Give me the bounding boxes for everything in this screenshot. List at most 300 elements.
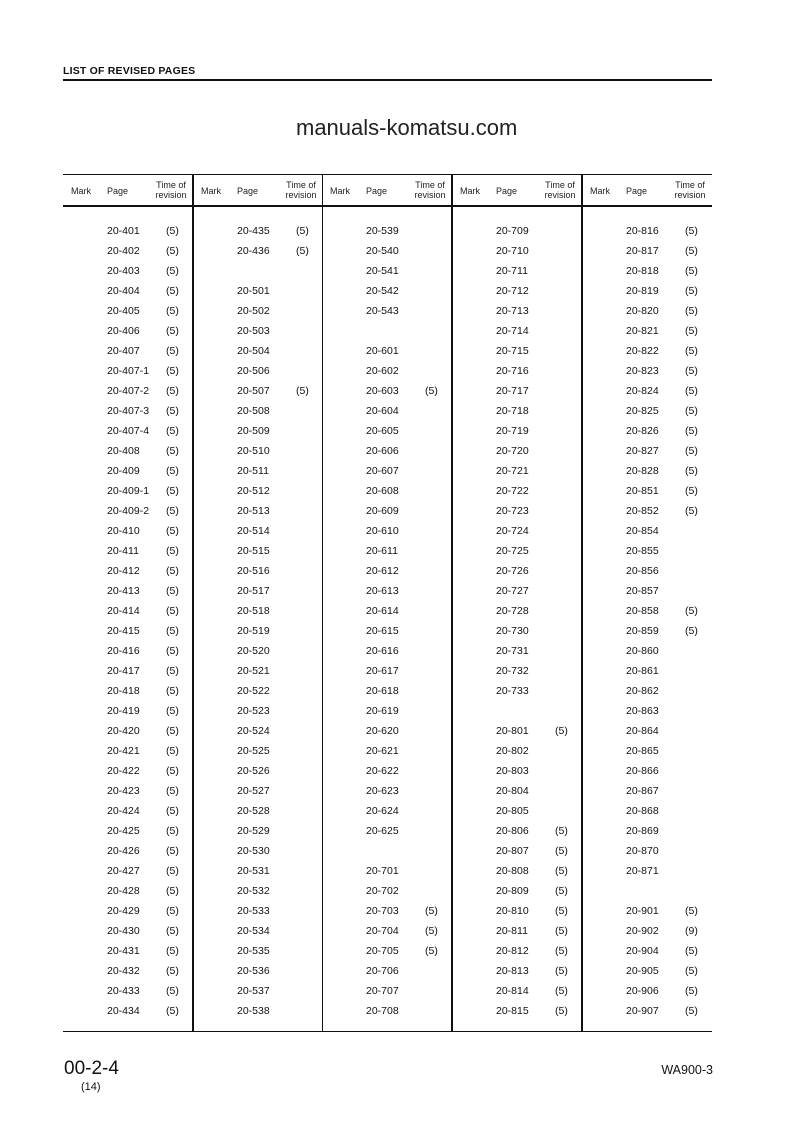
header-rev-line2: revision bbox=[414, 190, 446, 200]
page-cell: 20-726 bbox=[496, 565, 529, 577]
revision-cell: (5) bbox=[296, 225, 309, 237]
page-cell: 20-866 bbox=[626, 765, 659, 777]
revision-cell: (5) bbox=[166, 365, 179, 377]
revision-cell: (5) bbox=[555, 985, 568, 997]
page-cell: 20-519 bbox=[237, 625, 270, 637]
page-cell: 20-610 bbox=[366, 525, 399, 537]
page-cell: 20-611 bbox=[366, 545, 398, 557]
page-cell: 20-728 bbox=[496, 605, 529, 617]
revision-cell: (5) bbox=[685, 305, 698, 317]
page-cell: 20-419 bbox=[107, 705, 140, 717]
page-cell: 20-819 bbox=[626, 285, 659, 297]
revision-cell: (5) bbox=[166, 445, 179, 457]
page-cell: 20-501 bbox=[237, 285, 270, 297]
page-cell: 20-717 bbox=[496, 385, 529, 397]
page-cell: 20-865 bbox=[626, 745, 659, 757]
page-cell: 20-620 bbox=[366, 725, 399, 737]
page-cell: 20-535 bbox=[237, 945, 270, 957]
page-cell: 20-821 bbox=[626, 325, 659, 337]
page-cell: 20-429 bbox=[107, 905, 140, 917]
page-cell: 20-828 bbox=[626, 465, 659, 477]
page-cell: 20-504 bbox=[237, 345, 270, 357]
page-cell: 20-811 bbox=[496, 925, 528, 937]
revision-cell: (5) bbox=[166, 925, 179, 937]
page-cell: 20-852 bbox=[626, 505, 659, 517]
page-cell: 20-623 bbox=[366, 785, 399, 797]
page-cell: 20-711 bbox=[496, 265, 528, 277]
revision-cell: (5) bbox=[166, 245, 179, 257]
page-cell: 20-732 bbox=[496, 665, 529, 677]
page-cell: 20-905 bbox=[626, 965, 659, 977]
header-page: Page bbox=[496, 186, 518, 196]
header-rev-line2: revision bbox=[674, 190, 706, 200]
page-cell: 20-522 bbox=[237, 685, 270, 697]
page-cell: 20-516 bbox=[237, 565, 270, 577]
revision-cell: (5) bbox=[296, 245, 309, 257]
revision-cell: (5) bbox=[685, 945, 698, 957]
page-cell: 20-507 bbox=[237, 385, 270, 397]
page-cell: 20-864 bbox=[626, 725, 659, 737]
revision-cell: (5) bbox=[166, 225, 179, 237]
page-cell: 20-530 bbox=[237, 845, 270, 857]
page-cell: 20-521 bbox=[237, 665, 270, 677]
page-cell: 20-607 bbox=[366, 465, 399, 477]
page-cell: 20-411 bbox=[107, 545, 139, 557]
page-cell: 20-812 bbox=[496, 945, 529, 957]
page-cell: 20-802 bbox=[496, 745, 529, 757]
page-cell: 20-511 bbox=[237, 465, 269, 477]
page-cell: 20-416 bbox=[107, 645, 140, 657]
page-cell: 20-520 bbox=[237, 645, 270, 657]
revision-cell: (5) bbox=[166, 865, 179, 877]
page-cell: 20-820 bbox=[626, 305, 659, 317]
page-cell: 20-513 bbox=[237, 505, 270, 517]
page-cell: 20-401 bbox=[107, 225, 140, 237]
column-group bbox=[452, 175, 582, 1031]
title-rule bbox=[63, 79, 712, 81]
page-cell: 20-867 bbox=[626, 785, 659, 797]
page-cell: 20-415 bbox=[107, 625, 140, 637]
page-cell: 20-715 bbox=[496, 345, 529, 357]
column-group bbox=[63, 175, 193, 1031]
page-cell: 20-510 bbox=[237, 445, 270, 457]
page-cell: 20-625 bbox=[366, 825, 399, 837]
revision-cell: (5) bbox=[166, 745, 179, 757]
column-group bbox=[582, 175, 712, 1031]
page-cell: 20-709 bbox=[496, 225, 529, 237]
page-cell: 20-539 bbox=[366, 225, 399, 237]
revision-cell: (5) bbox=[685, 605, 698, 617]
revision-cell: (5) bbox=[685, 965, 698, 977]
revision-cell: (5) bbox=[166, 905, 179, 917]
page-cell: 20-503 bbox=[237, 325, 270, 337]
page-cell: 20-730 bbox=[496, 625, 529, 637]
page-cell: 20-514 bbox=[237, 525, 270, 537]
revision-cell: (5) bbox=[166, 385, 179, 397]
revision-cell: (5) bbox=[685, 505, 698, 517]
revision-cell: (5) bbox=[166, 325, 179, 337]
page-cell: 20-851 bbox=[626, 485, 659, 497]
revision-cell: (5) bbox=[685, 485, 698, 497]
page-cell: 20-824 bbox=[626, 385, 659, 397]
header-rev-line1: Time of bbox=[675, 180, 705, 190]
footer-revision: (14) bbox=[81, 1081, 101, 1093]
page-cell: 20-805 bbox=[496, 805, 529, 817]
revision-cell: (5) bbox=[555, 945, 568, 957]
page-cell: 20-502 bbox=[237, 305, 270, 317]
page-cell: 20-708 bbox=[366, 1005, 399, 1017]
revision-cell: (5) bbox=[166, 725, 179, 737]
page-cell: 20-713 bbox=[496, 305, 529, 317]
revision-cell: (5) bbox=[166, 765, 179, 777]
page-cell: 20-901 bbox=[626, 905, 659, 917]
revision-cell: (5) bbox=[685, 365, 698, 377]
revision-cell: (5) bbox=[166, 985, 179, 997]
revision-cell: (5) bbox=[685, 425, 698, 437]
page-cell: 20-860 bbox=[626, 645, 659, 657]
page-cell: 20-508 bbox=[237, 405, 270, 417]
page-cell: 20-601 bbox=[366, 345, 399, 357]
page-cell: 20-527 bbox=[237, 785, 270, 797]
page-cell: 20-906 bbox=[626, 985, 659, 997]
page-cell: 20-703 bbox=[366, 905, 399, 917]
page-cell: 20-856 bbox=[626, 565, 659, 577]
page-cell: 20-619 bbox=[366, 705, 399, 717]
revision-cell: (5) bbox=[166, 785, 179, 797]
header-page: Page bbox=[107, 186, 129, 196]
column-group bbox=[193, 175, 323, 1031]
revision-cell: (5) bbox=[425, 385, 438, 397]
page-cell: 20-723 bbox=[496, 505, 529, 517]
page-cell: 20-407-2 bbox=[107, 385, 150, 397]
page-cell: 20-408 bbox=[107, 445, 140, 457]
page-cell: 20-816 bbox=[626, 225, 659, 237]
page-cell: 20-407 bbox=[107, 345, 140, 357]
page-cell: 20-859 bbox=[626, 625, 659, 637]
page-cell: 20-616 bbox=[366, 645, 399, 657]
revision-cell: (5) bbox=[166, 705, 179, 717]
page-cell: 20-420 bbox=[107, 725, 140, 737]
page-cell: 20-538 bbox=[237, 1005, 270, 1017]
page-cell: 20-618 bbox=[366, 685, 399, 697]
page-cell: 20-863 bbox=[626, 705, 659, 717]
page-cell: 20-412 bbox=[107, 565, 140, 577]
page-cell: 20-605 bbox=[366, 425, 399, 437]
page-cell: 20-806 bbox=[496, 825, 529, 837]
page-cell: 20-722 bbox=[496, 485, 529, 497]
page-cell: 20-822 bbox=[626, 345, 659, 357]
header-time-of-revision bbox=[279, 180, 323, 200]
page-cell: 20-543 bbox=[366, 305, 399, 317]
revised-pages-table bbox=[63, 174, 712, 1032]
revision-cell: (5) bbox=[166, 605, 179, 617]
column-group bbox=[322, 175, 452, 1031]
header-time-of-revision bbox=[668, 180, 712, 200]
page-cell: 20-857 bbox=[626, 585, 659, 597]
revision-cell: (5) bbox=[685, 325, 698, 337]
revision-cell: (5) bbox=[685, 225, 698, 237]
page-cell: 20-617 bbox=[366, 665, 399, 677]
page-cell: 20-707 bbox=[366, 985, 399, 997]
page-cell: 20-525 bbox=[237, 745, 270, 757]
revision-cell: (5) bbox=[425, 905, 438, 917]
page-cell: 20-712 bbox=[496, 285, 529, 297]
revision-cell: (5) bbox=[685, 1005, 698, 1017]
page-cell: 20-430 bbox=[107, 925, 140, 937]
page-cell: 20-431 bbox=[107, 945, 140, 957]
page-cell: 20-523 bbox=[237, 705, 270, 717]
revision-cell: (5) bbox=[166, 965, 179, 977]
page-cell: 20-506 bbox=[237, 365, 270, 377]
page-cell: 20-512 bbox=[237, 485, 270, 497]
revision-cell: (5) bbox=[555, 865, 568, 877]
page-cell: 20-517 bbox=[237, 585, 270, 597]
page-title: LIST OF REVISED PAGES bbox=[63, 65, 196, 77]
page-cell: 20-531 bbox=[237, 865, 270, 877]
revision-cell: (5) bbox=[685, 245, 698, 257]
revision-cell: (5) bbox=[685, 265, 698, 277]
page-cell: 20-907 bbox=[626, 1005, 659, 1017]
page-cell: 20-733 bbox=[496, 685, 529, 697]
page-cell: 20-403 bbox=[107, 265, 140, 277]
page-cell: 20-413 bbox=[107, 585, 140, 597]
page-cell: 20-825 bbox=[626, 405, 659, 417]
page-cell: 20-720 bbox=[496, 445, 529, 457]
revision-cell: (5) bbox=[555, 905, 568, 917]
revision-cell: (5) bbox=[166, 645, 179, 657]
revision-cell: (9) bbox=[685, 925, 698, 937]
page-cell: 20-608 bbox=[366, 485, 399, 497]
header-time-of-revision bbox=[408, 180, 452, 200]
revision-cell: (5) bbox=[685, 385, 698, 397]
revision-cell: (5) bbox=[555, 885, 568, 897]
page-cell: 20-407-3 bbox=[107, 405, 150, 417]
page-cell: 20-404 bbox=[107, 285, 140, 297]
header-time-of-revision bbox=[538, 180, 582, 200]
page-cell: 20-609 bbox=[366, 505, 399, 517]
revision-cell: (5) bbox=[166, 465, 179, 477]
revision-cell: (5) bbox=[166, 825, 179, 837]
page-cell: 20-602 bbox=[366, 365, 399, 377]
page-cell: 20-725 bbox=[496, 545, 529, 557]
header-rev-line2: revision bbox=[285, 190, 317, 200]
revision-cell: (5) bbox=[555, 925, 568, 937]
header-rev-line1: Time of bbox=[545, 180, 575, 190]
page-cell: 20-615 bbox=[366, 625, 399, 637]
revision-cell: (5) bbox=[166, 345, 179, 357]
page-cell: 20-604 bbox=[366, 405, 399, 417]
page-cell: 20-815 bbox=[496, 1005, 529, 1017]
revision-cell: (5) bbox=[555, 825, 568, 837]
page-cell: 20-409-1 bbox=[107, 485, 150, 497]
page-cell: 20-509 bbox=[237, 425, 270, 437]
revision-cell: (5) bbox=[425, 925, 438, 937]
revision-cell: (5) bbox=[166, 265, 179, 277]
page-cell: 20-710 bbox=[496, 245, 529, 257]
revision-cell: (5) bbox=[166, 305, 179, 317]
header-rev-line1: Time of bbox=[286, 180, 316, 190]
header-page: Page bbox=[366, 186, 388, 196]
page-cell: 20-858 bbox=[626, 605, 659, 617]
watermark: manuals-komatsu.com bbox=[296, 115, 518, 140]
page-cell: 20-813 bbox=[496, 965, 529, 977]
page-cell: 20-409-2 bbox=[107, 505, 150, 517]
page-cell: 20-426 bbox=[107, 845, 140, 857]
page-cell: 20-809 bbox=[496, 885, 529, 897]
page-cell: 20-614 bbox=[366, 605, 399, 617]
page-cell: 20-518 bbox=[237, 605, 270, 617]
revision-cell: (5) bbox=[555, 845, 568, 857]
page-cell: 20-405 bbox=[107, 305, 140, 317]
page-cell: 20-410 bbox=[107, 525, 140, 537]
page-cell: 20-603 bbox=[366, 385, 399, 397]
page-cell: 20-810 bbox=[496, 905, 529, 917]
revision-cell: (5) bbox=[555, 1005, 568, 1017]
page-cell: 20-422 bbox=[107, 765, 140, 777]
page-cell: 20-714 bbox=[496, 325, 529, 337]
page-cell: 20-871 bbox=[626, 865, 659, 877]
page-cell: 20-434 bbox=[107, 1005, 140, 1017]
page-cell: 20-425 bbox=[107, 825, 140, 837]
page-cell: 20-861 bbox=[626, 665, 659, 677]
page-cell: 20-423 bbox=[107, 785, 140, 797]
page-cell: 20-515 bbox=[237, 545, 270, 557]
revision-cell: (5) bbox=[166, 685, 179, 697]
page-cell: 20-727 bbox=[496, 585, 529, 597]
page-cell: 20-718 bbox=[496, 405, 529, 417]
page-cell: 20-719 bbox=[496, 425, 529, 437]
header-mark: Mark bbox=[590, 186, 610, 196]
header-time-of-revision bbox=[149, 180, 193, 200]
page-cell: 20-803 bbox=[496, 765, 529, 777]
page-cell: 20-526 bbox=[237, 765, 270, 777]
revision-cell: (5) bbox=[166, 285, 179, 297]
revision-cell: (5) bbox=[425, 945, 438, 957]
page-cell: 20-705 bbox=[366, 945, 399, 957]
page-cell: 20-407-4 bbox=[107, 425, 150, 437]
page-cell: 20-428 bbox=[107, 885, 140, 897]
revision-cell: (5) bbox=[166, 565, 179, 577]
revision-cell: (5) bbox=[166, 485, 179, 497]
page-cell: 20-409 bbox=[107, 465, 140, 477]
revision-cell: (5) bbox=[685, 445, 698, 457]
page-cell: 20-540 bbox=[366, 245, 399, 257]
revision-cell: (5) bbox=[166, 585, 179, 597]
page-cell: 20-804 bbox=[496, 785, 529, 797]
page-cell: 20-424 bbox=[107, 805, 140, 817]
page-cell: 20-613 bbox=[366, 585, 399, 597]
page-cell: 20-624 bbox=[366, 805, 399, 817]
revision-cell: (5) bbox=[166, 805, 179, 817]
page-cell: 20-814 bbox=[496, 985, 529, 997]
page-cell: 20-418 bbox=[107, 685, 140, 697]
revision-cell: (5) bbox=[166, 545, 179, 557]
page-cell: 20-406 bbox=[107, 325, 140, 337]
page-cell: 20-731 bbox=[496, 645, 529, 657]
revision-cell: (5) bbox=[685, 625, 698, 637]
page-cell: 20-818 bbox=[626, 265, 659, 277]
revision-cell: (5) bbox=[166, 405, 179, 417]
page-cell: 20-716 bbox=[496, 365, 529, 377]
page-cell: 20-421 bbox=[107, 745, 140, 757]
page-cell: 20-436 bbox=[237, 245, 270, 257]
header-mark: Mark bbox=[201, 186, 221, 196]
page-cell: 20-529 bbox=[237, 825, 270, 837]
page-cell: 20-524 bbox=[237, 725, 270, 737]
header-rev-line1: Time of bbox=[415, 180, 445, 190]
revision-cell: (5) bbox=[166, 525, 179, 537]
revision-cell: (5) bbox=[166, 505, 179, 517]
page-cell: 20-801 bbox=[496, 725, 529, 737]
page-cell: 20-724 bbox=[496, 525, 529, 537]
header-mark: Mark bbox=[71, 186, 91, 196]
page-cell: 20-621 bbox=[366, 745, 399, 757]
page-cell: 20-823 bbox=[626, 365, 659, 377]
revision-cell: (5) bbox=[555, 965, 568, 977]
page-cell: 20-612 bbox=[366, 565, 399, 577]
page-cell: 20-902 bbox=[626, 925, 659, 937]
page-cell: 20-862 bbox=[626, 685, 659, 697]
revision-cell: (5) bbox=[685, 405, 698, 417]
page-cell: 20-435 bbox=[237, 225, 270, 237]
page-cell: 20-407-1 bbox=[107, 365, 150, 377]
header-rev-line2: revision bbox=[155, 190, 187, 200]
revision-cell: (5) bbox=[166, 425, 179, 437]
page-cell: 20-701 bbox=[366, 865, 399, 877]
revision-cell: (5) bbox=[685, 465, 698, 477]
page-cell: 20-869 bbox=[626, 825, 659, 837]
page-cell: 20-721 bbox=[496, 465, 529, 477]
revision-cell: (5) bbox=[166, 665, 179, 677]
page-cell: 20-904 bbox=[626, 945, 659, 957]
header-page: Page bbox=[237, 186, 259, 196]
header-page: Page bbox=[626, 186, 648, 196]
page-cell: 20-536 bbox=[237, 965, 270, 977]
page-cell: 20-870 bbox=[626, 845, 659, 857]
page-cell: 20-622 bbox=[366, 765, 399, 777]
page-cell: 20-706 bbox=[366, 965, 399, 977]
page-cell: 20-427 bbox=[107, 865, 140, 877]
revision-cell: (5) bbox=[685, 905, 698, 917]
revision-cell: (5) bbox=[685, 345, 698, 357]
page-cell: 20-702 bbox=[366, 885, 399, 897]
page-cell: 20-817 bbox=[626, 245, 659, 257]
page-cell: 20-826 bbox=[626, 425, 659, 437]
footer-model: WA900-3 bbox=[661, 1063, 713, 1077]
revision-cell: (5) bbox=[166, 885, 179, 897]
revision-cell: (5) bbox=[685, 985, 698, 997]
revision-cell: (5) bbox=[555, 725, 568, 737]
page-cell: 20-606 bbox=[366, 445, 399, 457]
header-mark: Mark bbox=[460, 186, 480, 196]
revision-cell: (5) bbox=[296, 385, 309, 397]
page-cell: 20-854 bbox=[626, 525, 659, 537]
page-cell: 20-432 bbox=[107, 965, 140, 977]
page-cell: 20-704 bbox=[366, 925, 399, 937]
page-cell: 20-414 bbox=[107, 605, 140, 617]
footer-page-number: 00-2-4 bbox=[64, 1058, 119, 1079]
header-rev-line2: revision bbox=[544, 190, 576, 200]
page-cell: 20-808 bbox=[496, 865, 529, 877]
page-cell: 20-534 bbox=[237, 925, 270, 937]
revision-cell: (5) bbox=[166, 625, 179, 637]
revision-cell: (5) bbox=[166, 945, 179, 957]
revision-cell: (5) bbox=[166, 845, 179, 857]
page-cell: 20-528 bbox=[237, 805, 270, 817]
page-cell: 20-541 bbox=[366, 265, 399, 277]
page-cell: 20-532 bbox=[237, 885, 270, 897]
page-cell: 20-855 bbox=[626, 545, 659, 557]
